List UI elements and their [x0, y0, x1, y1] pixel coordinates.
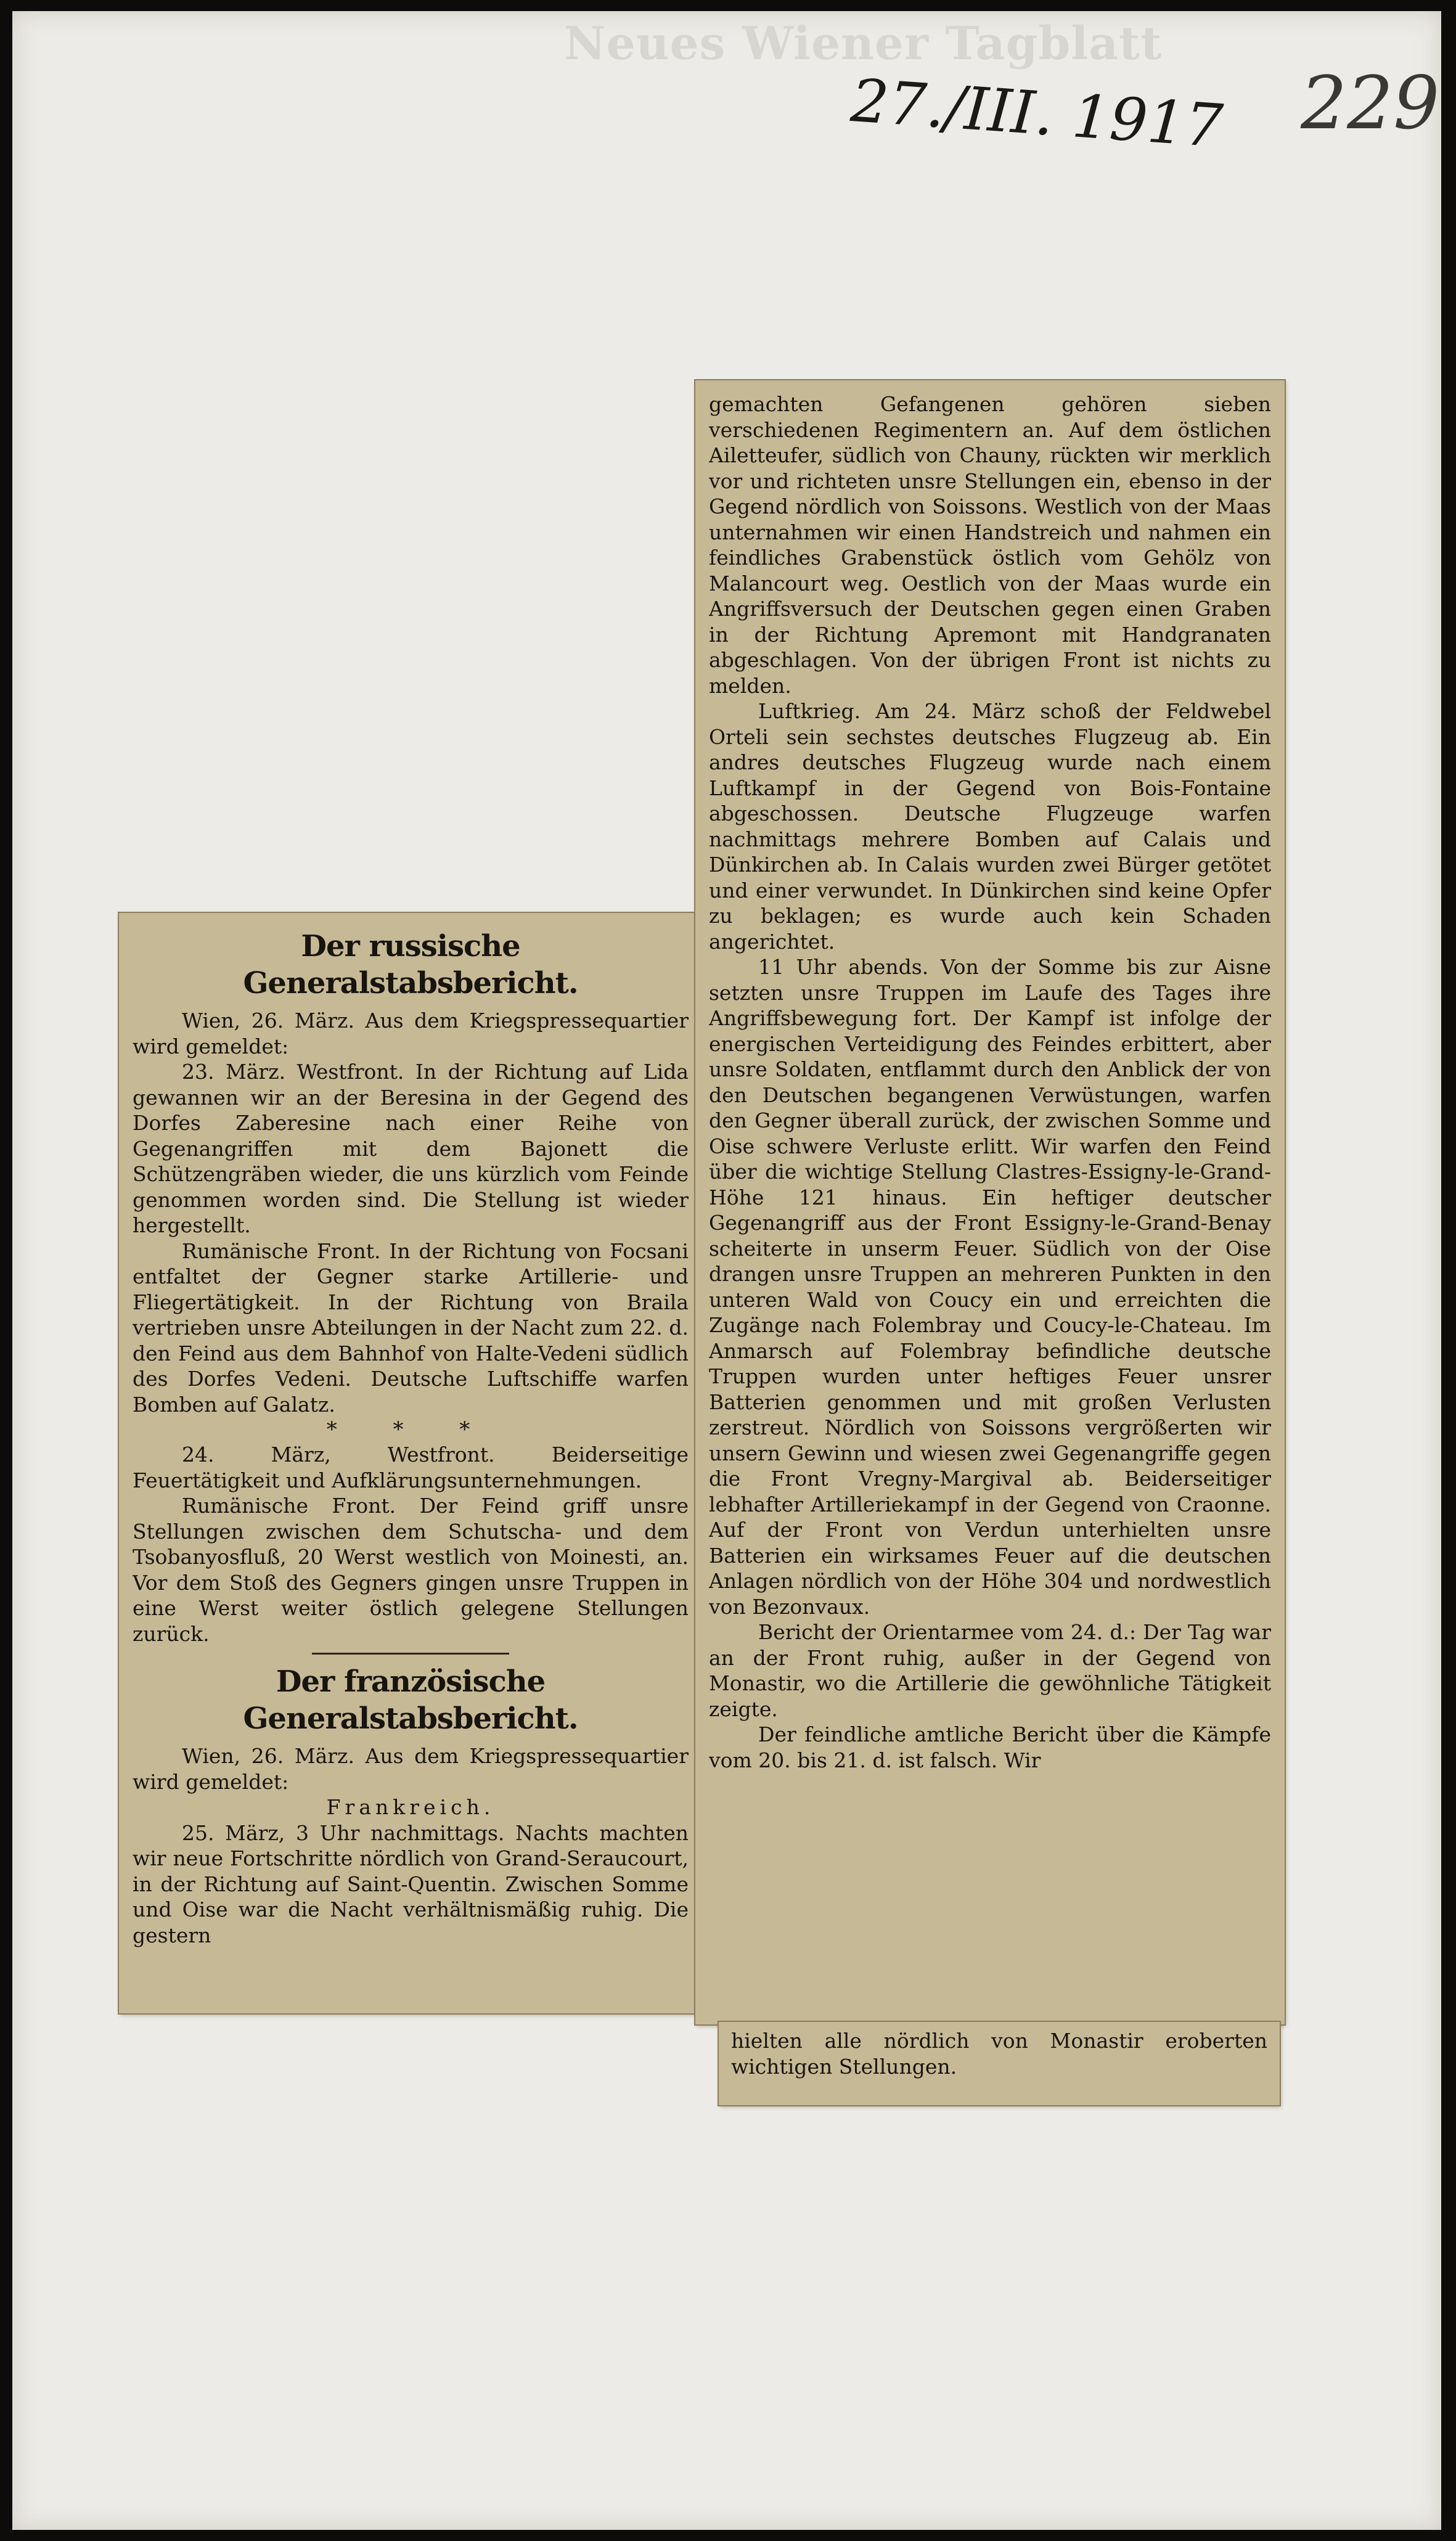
russian-report-intro: Wien, 26. März. Aus dem Kriegspressequartier wird gemeldet:	[133, 1009, 689, 1058]
french-report-tail: hielten alle nördlich von Monastir eroberten wichtigen Stellungen.	[731, 2029, 1267, 2079]
handwritten-date: 27./III. 1917	[848, 66, 1225, 161]
russian-report-paragraph: 24. März, Westfront. Beiderseitige Feuertätigkeit und Aufklärungsunternehmungen.	[133, 1442, 689, 1492]
page-number: 229	[1301, 60, 1440, 145]
french-report-paragraph: Bericht der Orientarmee vom 24. d.: Der Tag war an der Front ruhig, außer in der Gegend von Monastir, wo die Artillerie die gewöhnliche Tätigkeit zeigte.	[709, 1620, 1271, 1721]
french-report-paragraph: Luftkrieg. Am 24. März schoß der Feldwebel Orteli sein sechstes deutsches Flugzeug ab. Ein andres deutsches Flugzeug wurde nach einem Luftkampf in der Gegend von Bois-Fontaine abgeschossen. Deutsche Flugzeuge warfen nachmittags mehrere Bomben auf Calais und Dünkirchen ab. In Calais wurden zwei Bürger getötet und einer verwundet. In Dünkirchen sind keine Opfer zu beklagen; es wurde auch kein Schaden angerichtet.	[709, 699, 1271, 954]
russian-report-headline: Der russische Generalstabsbericht.	[243, 929, 578, 1000]
clipping-right-column	[695, 380, 1285, 2024]
french-report-headline: Der französische Generalstabsbericht.	[243, 1664, 578, 1736]
clipping-left-column	[119, 913, 702, 2013]
french-report-intro: Wien, 26. März. Aus dem Kriegspressequartier wird gemeldet:	[133, 1744, 689, 1794]
french-report-paragraph: 11 Uhr abends. Von der Somme bis zur Aisne setzten unsre Truppen im Laufe des Tages ihre Angriffsbewegung fort. Der Kampf ist infolge der energischen Verteidigung des Feindes erbittert, aber unsre Soldaten, entflammt durch den Anblick der von den Deutschen begangenen Verwüstungen, warfen den Gegner überall zurück, der zwischen Somme und Oise schwere Verluste erlitt. Wir warfen den Feind über die wichtige Stellung Clastres-Essigny-le-Grand-Höhe 121 hinaus. Ein heftiger deutscher Gegenangriff aus der Front Essigny-le-Grand-Benay scheiterte in unserm Feuer. Südlich von der Oise drangen unsre Truppen an mehreren Punkten in den unteren Wald von Coucy ein und erreichten die Zugänge nach Folembray und Coucy-le-Chateau. Im Anmarsch auf Folembray befindliche deutsche Truppen wurden unter heftiges Feuer unsrer Batterien genommen und mit großen Verlusten zerstreut. Nördlich von Soissons vergrößerten wir unsern Gewinn und wiesen zwei Gegenangriffe gegen die Front Vregny-Margival ab. Beiderseitiger lebhafter Artilleriekampf in der Gegend von Craonne. Auf der Front von Verdun unterhielten unsre Batterien ein wirksames Feuer auf die deutschen Anlagen nördlich von der Höhe 304 und nordwestlich von Bezonvaux.	[709, 955, 1271, 1619]
french-report-section-title: Frankreich.	[326, 1795, 495, 1819]
clipping-tail	[719, 2022, 1280, 2105]
russian-report-paragraph: 23. März. Westfront. In der Richtung auf Lida gewannen wir an der Beresina in der Gegend des Dorfes Zaberesine nach einer Reihe von Gegenangriffen mit dem Bajonett die Schützengräben wieder, die uns kürzlich vom Feinde genommen worden sind. Die Stellung ist wieder hergestellt.	[133, 1060, 689, 1237]
french-report-paragraph: Der feindliche amtliche Bericht über die Kämpfe vom 20. bis 21. d. ist falsch. Wir	[709, 1722, 1271, 1772]
french-report-paragraph: 25. März, 3 Uhr nachmittags. Nachts machten wir neue Fortschritte nördlich von Grand-Seraucourt, in der Richtung auf Saint-Quentin. Zwischen Somme und Oise war die Nacht verhältnismäßig ruhig. Die gestern	[133, 1820, 689, 1947]
french-report-paragraph: gemachten Gefangenen gehören sieben verschiedenen Regimentern an. Auf dem östlichen Ailetteufer, südlich von Chauny, rückten wir merklich vor und richteten unsre Stellungen ein, ebenso in der Gegend nördlich von Soissons. Westlich von der Maas unternahmen wir einen Handstreich und nahmen ein feindliches Grabenstück östlich vom Gehölz von Malancourt weg. Oestlich von der Maas wurde ein Angriffsversuch der Deutschen gegen einen Graben in der Richtung Apremont mit Handgranaten abgeschlagen. Von der übrigen Front ist nichts zu melden.	[709, 392, 1271, 698]
section-divider	[312, 1653, 509, 1655]
section-stars: * * *	[326, 1417, 495, 1442]
masthead-stamp: Neues Wiener Tagblatt	[564, 17, 1163, 70]
russian-report-paragraph: Rumänische Front. In der Richtung von Focsani entfaltet der Gegner starke Artillerie- und Fliegertätigkeit. In der Richtung von Braila vertrieben unsre Abteilungen in der Nacht zum 22. d. den Feind aus dem Bahnhof von Halte-Vedeni südlich des Dorfes Vedeni. Deutsche Luftschiffe warfen Bomben auf Galatz.	[133, 1238, 689, 1417]
russian-report-paragraph: Rumänische Front. Der Feind griff unsre Stellungen zwischen dem Schutscha- und dem Tsobanyosfluß, 20 Werst westlich von Moinesti, an. Vor dem Stoß des Gegners gingen unsre Truppen in eine Werst weiter östlich gelegene Stellungen zurück.	[133, 1494, 689, 1646]
